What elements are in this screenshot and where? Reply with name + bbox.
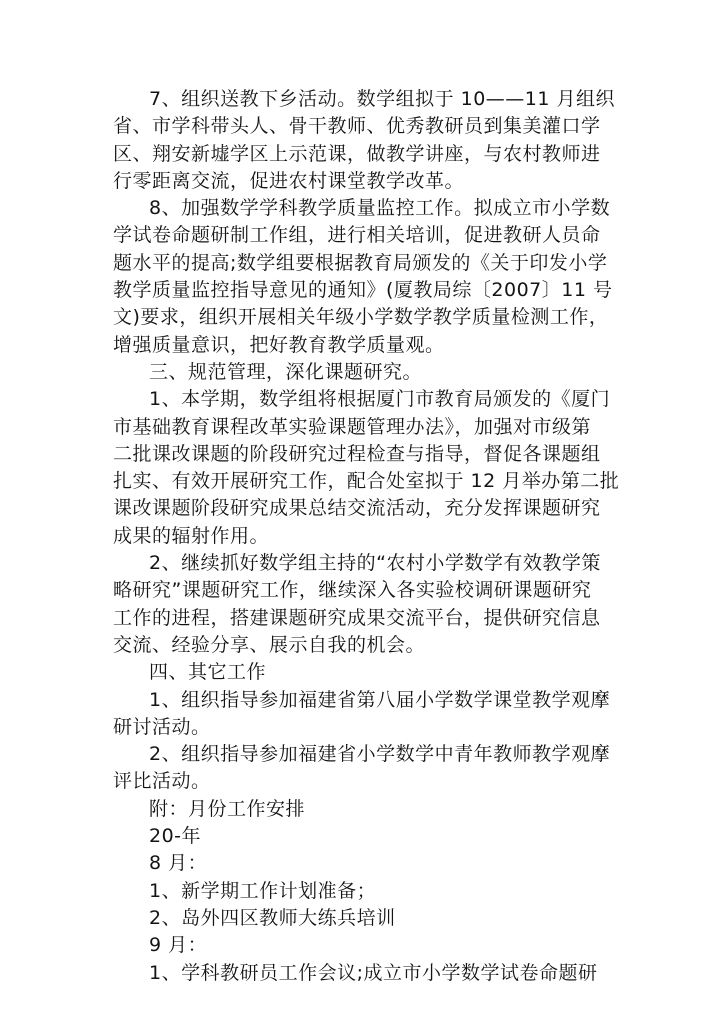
text-line: 2、组织指导参加福建省小学数学中青年教师教学观摩 (149, 743, 611, 766)
text-line: 1、组织指导参加福建省第八届小学数学课堂教学观摩 (149, 688, 611, 711)
text-line: 文)要求，组织开展相关年级小学数学教学质量检测工作， (113, 306, 609, 329)
year-label: 20-年 (149, 825, 202, 848)
text-line: 二批课改课题的阶段研究过程检查与指导，督促各课题组 (113, 442, 601, 465)
text-line: 行零距离交流，促进农村课堂教学改革。 (113, 169, 465, 192)
text-line: 略研究”课题研究工作，继续深入各实验校调研课题研究 (113, 579, 592, 602)
text-line: 2、岛外四区教师大练兵培训 (149, 906, 396, 929)
text-line: 1、本学期，数学组将根据厦门市教育局颁发的《厦门 (149, 388, 611, 411)
text-line: 学试卷命题研制工作组，进行相关培训，促进教研人员命 (113, 224, 601, 247)
text-line: 研讨活动。 (113, 715, 211, 738)
text-line: 成果的辐射作用。 (113, 524, 270, 547)
text-line: 增强质量意识，把好教育教学质量观。 (113, 333, 445, 356)
section-heading: 四、其它工作 (149, 661, 267, 684)
text-line: 区、翔安新墟学区上示范课，做教学讲座，与农村教师进 (113, 142, 601, 165)
month-label: 8 月： (149, 852, 208, 875)
text-line: 1、学科教研员工作会议;成立市小学数学试卷命题研 (149, 961, 598, 984)
text-line: 省、市学科带头人、骨干教师、优秀教研员到集美灌口学 (113, 115, 601, 138)
document-body (113, 86, 620, 987)
text-line: 课改课题阶段研究成果总结交流活动，充分发挥课题研究 (113, 497, 601, 520)
text-line: 市基础教育课程改革实验课题管理办法》，加强对市级第 (113, 415, 592, 438)
text-line: 8、加强数学学科教学质量监控工作。拟成立市小学数 (149, 197, 611, 220)
text-line: 题水平的提高;数学组要根据教育局颁发的《关于印发小学 (113, 251, 608, 274)
section-heading: 三、规范管理，深化课题研究。 (149, 360, 423, 383)
text-line: 扎实、有效开展研究工作，配合处室拟于 12 月举办第二批 (113, 470, 620, 493)
text-line: 2、继续抓好数学组主持的“农村小学数学有效教学策 (149, 552, 601, 575)
text-line: 7、组织送教下乡活动。数学组拟于 10——11 月组织 (149, 88, 616, 110)
text-line: 教学质量监控指导意见的通知》(厦教局综〔2007〕11 号 (113, 279, 613, 302)
month-label: 9 月： (149, 934, 208, 957)
text-line: 1、新学期工作计划准备； (149, 879, 377, 902)
text-line: 评比活动。 (113, 770, 211, 793)
text-line: 交流、经验分享、展示自我的机会。 (113, 633, 426, 656)
appendix-heading: 附：月份工作安排 (149, 797, 306, 820)
text-line: 工作的进程，搭建课题研究成果交流平台，提供研究信息 (113, 606, 601, 629)
